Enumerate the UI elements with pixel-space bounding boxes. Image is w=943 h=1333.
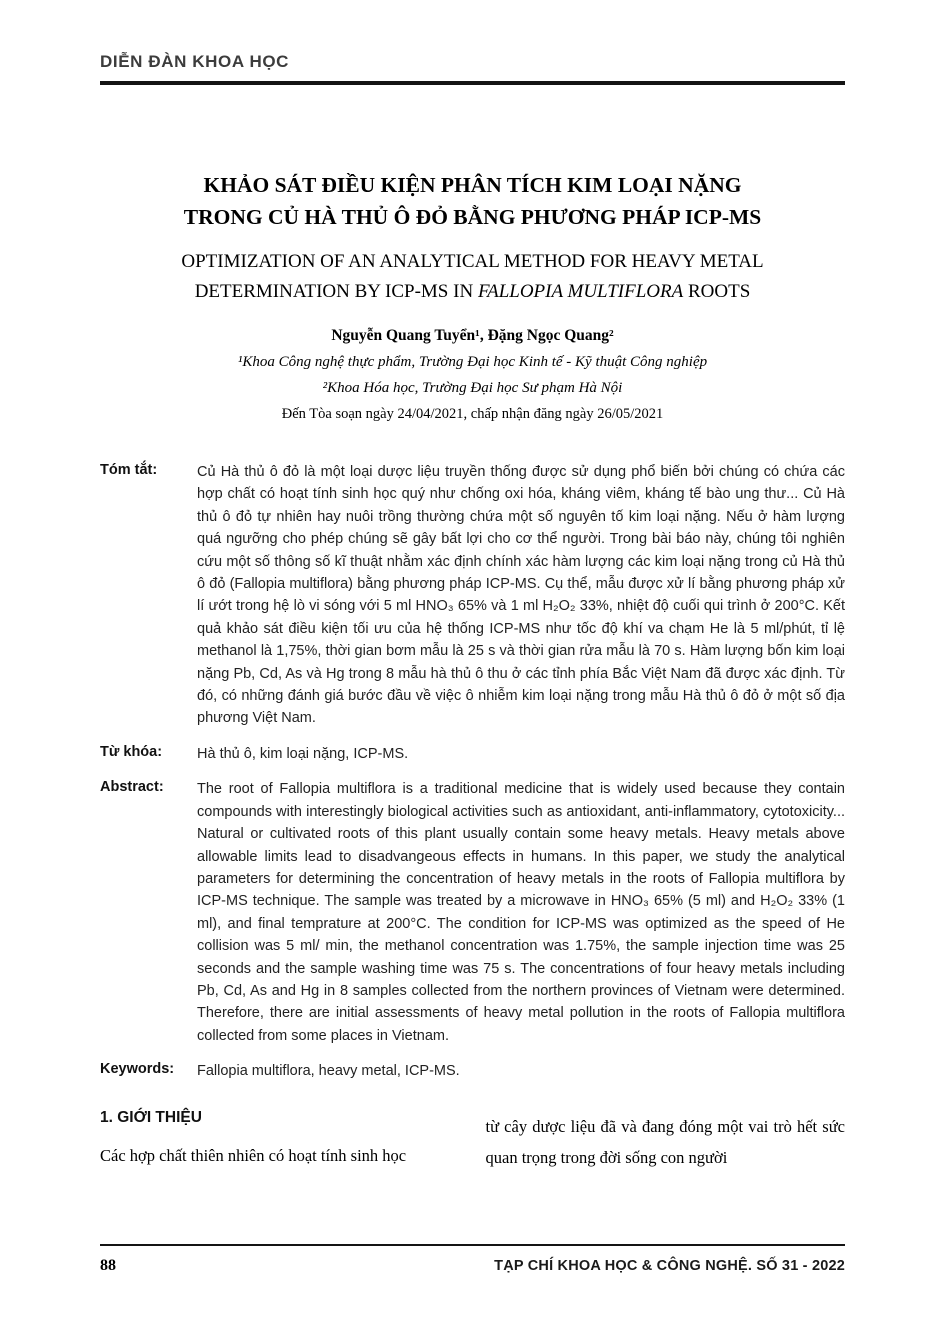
journal-footer-line: TẠP CHÍ KHOA HỌC & CÔNG NGHỆ. SỐ 31 - 2022 [494,1258,845,1274]
two-column-body [100,1109,845,1173]
column-left-paragraph: Các hợp chất thiên nhiên có hoạt tính sinh học [100,1145,407,1165]
received-dates: Đến Tòa soạn ngày 24/04/2021, chấp nhận đăng ngày 26/05/2021 [281,406,664,422]
column-left [100,1109,460,1173]
tomtat-label: Tóm tắt: [100,462,158,478]
header-rule [100,81,845,85]
page-footer [100,1244,845,1275]
tomtat-text: Củ Hà thủ ô đỏ là một loại dược liệu truyền thống được sử dụng phổ biến bởi chúng có chứa các hợp chất có hoạt tính sinh học quý như chống oxi hóa, kháng viêm, kháng tế bào ung thư... Củ Hà thủ ô đỏ tự nhiên hay nuôi trồng thường chứa một số nguyên tố kim loại nặng. Nếu ở hàm lượng quá ngưỡng cho phép chúng sẽ gây bất lợi cho cơ thể người. Trong bài báo này, chúng tôi nghiên cứu một số thông số kĩ thuật nhằm xác định chính xác hàm lượng các kim loại nặng trong củ Hà thủ ô đỏ (Fallopia multiflora) bằng phương pháp ICP-MS. Cụ thể, mẫu được xử lí bằng phương pháp xử lí ướt trong hệ lò vi sóng với 5 ml HNO₃ 65% và 1 ml H₂O₂ 33%, nhiệt độ cuối qui trình ở 200°C. Kết quả khảo sát điều kiện tối ưu của hệ thống ICP-MS như tốc độ khí va chạm He là 5 ml/phút, tỉ lệ methanol là 1,75%, thời gian bơm mẫu là 25 s và thời gian rửa mẫu là 70 s. Hàm lượng bốn kim loại nặng Pb, Cd, As và Hg trong 8 mẫu hà thủ ô thu ở các tỉnh phía Bắc Việt Nam đã được xác định. Từ đó, có những đánh giá bước đầu về việc ô nhiễm kim loại nặng trong mẫu Hà thủ ô đỏ ở một số địa phương Việt Nam. [197,464,845,727]
affiliation-1: ¹Khoa Công nghệ thực phẩm, Trường Đại học Kinh tế - Kỹ thuật Công nghiệp [237,354,708,370]
article-title-vi [100,169,845,233]
page-number: 88 [100,1257,116,1274]
species-name: FALLOPIA MULTIFLORA [477,281,684,302]
column-right [486,1109,846,1173]
article-title-en-line2-suffix: ROOTS [683,281,751,302]
abstract-label: Abstract: [100,779,164,796]
tukhoa-text: Hà thủ ô, kim loại nặng, ICP-MS. [197,745,409,762]
authors-line: Nguyễn Quang Tuyển¹, Đặng Ngọc Quang² [331,327,614,344]
abstract-text: The root of Fallopia multiflora is a traditional medicine that is widely used because they contain compounds with interestingly biological activities such as antioxidant, anti-inflammatory, cytotoxicity... Natural or cultivated roots of this plant usually contain some heavy metals. Heavy metals above allowable limits lead to disadvangeous effects in humans. In this paper, we study the analytical parameters for determining the concentration of heavy metals in the roots of Fallopia multiflora by ICP-MS technique. The sample was treated by a microwave in HNO₃ 65% (5 ml) and H₂O₂ 33% (1 ml), and final temprature at 200°C. The condition for ICP-MS was optimized as the speed of He collision was 5 ml/ min, the methanol concentration was 1.75%, the sample injection time was 25 seconds and the sample washing time was 75 s. The concentrations of four heavy metals including Pb, Cd, As and Hg in 8 samples collected from the northern provinces of Vietnam were determined. Therefore, there are initial assessments of heavy metal pollution in the roots of Fallopia multiflora collected from some places in Vietnam. [197,781,845,1044]
tukhoa-row [100,743,845,765]
abstract-row [100,778,845,1047]
article-title-en [100,247,845,307]
column-right-paragraph: từ cây dược liệu đã và đang đóng một vai trò hết sức quan trọng trong đời sống con người [485,1116,845,1167]
article-title-en-line2 [100,277,845,307]
keywords-text: Fallopia multiflora, heavy metal, ICP-MS. [197,1063,460,1080]
article-title-vi-line2: TRONG CỦ HÀ THỦ Ô ĐỎ BẰNG PHƯƠNG PHÁP ICP-MS [183,205,762,229]
running-header: DIỄN ĐÀN KHOA HỌC [100,52,290,71]
section-1-heading: 1. GIỚI THIỆU [100,1108,202,1126]
article-title-en-line1: OPTIMIZATION OF AN ANALYTICAL METHOD FOR HEAVY METAL [181,251,764,272]
keywords-label: Keywords: [100,1061,175,1078]
abstract-block [100,461,845,1083]
tomtat-row [100,461,845,730]
tukhoa-label: Từ khóa: [100,743,163,760]
keywords-row [100,1060,845,1082]
article-title-vi-line1: KHẢO SÁT ĐIỀU KIỆN PHÂN TÍCH KIM LOẠI NẶNG [203,173,742,197]
affiliation-2: ²Khoa Hóa học, Trường Đại học Sư phạm Hà Nội [322,380,623,396]
article-title-en-line2-prefix: DETERMINATION BY ICP-MS IN [194,281,478,302]
